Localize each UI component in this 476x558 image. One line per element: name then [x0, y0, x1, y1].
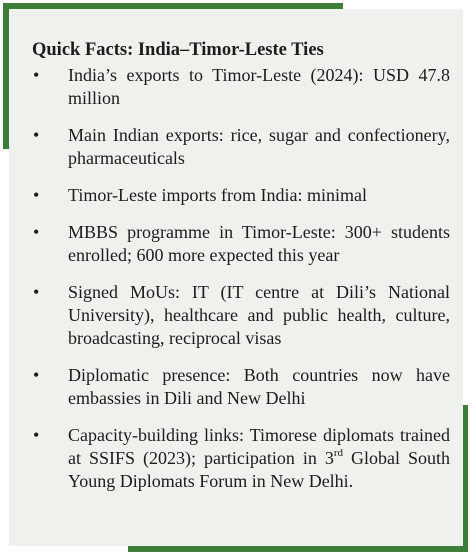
ordinal-superscript: rd	[333, 447, 344, 459]
fact-item	[32, 364, 450, 410]
fact-item	[32, 424, 450, 493]
fact-text: Diplomatic presence: Both countries now have embassies in Dili and New Delhi	[68, 365, 450, 408]
fact-text-part: Capacity-building links: Timorese diplomats trained at SSIFS (2023); participation in 3	[68, 425, 450, 468]
facts-list	[32, 64, 450, 493]
fact-text-part: Global South Young Diplomats Forum in New Delhi.	[68, 448, 450, 491]
quick-facts-title: Quick Facts: India–Timor-Leste Ties	[32, 40, 324, 60]
fact-text: Timor-Leste imports from India: minimal	[68, 185, 367, 205]
bullet-icon: •	[33, 365, 40, 385]
bullet-icon: •	[33, 185, 40, 205]
bullet-icon: •	[33, 125, 40, 145]
fact-text: Signed MoUs: IT (IT centre at Dili’s National University), healthcare and public health, culture, broadcasting, reciprocal visas	[68, 282, 450, 348]
bullet-icon: •	[33, 425, 40, 445]
fact-item	[32, 64, 450, 110]
bullet-icon: •	[33, 222, 40, 242]
fact-item	[32, 124, 450, 170]
fact-text: Main Indian exports: rice, sugar and confectionery, pharmaceuticals	[68, 125, 450, 168]
fact-text: India’s exports to Timor-Leste (2024): USD 47.8 million	[68, 65, 450, 108]
bullet-icon: •	[33, 65, 40, 85]
bullet-icon: •	[33, 282, 40, 302]
quick-facts-card	[9, 9, 463, 546]
fact-item	[32, 184, 450, 207]
fact-text: MBBS programme in Timor-Leste: 300+ students enrolled; 600 more expected this year	[68, 222, 450, 265]
fact-item	[32, 221, 450, 267]
fact-item	[32, 281, 450, 350]
fact-text	[68, 425, 450, 491]
quick-facts-content	[32, 39, 450, 493]
